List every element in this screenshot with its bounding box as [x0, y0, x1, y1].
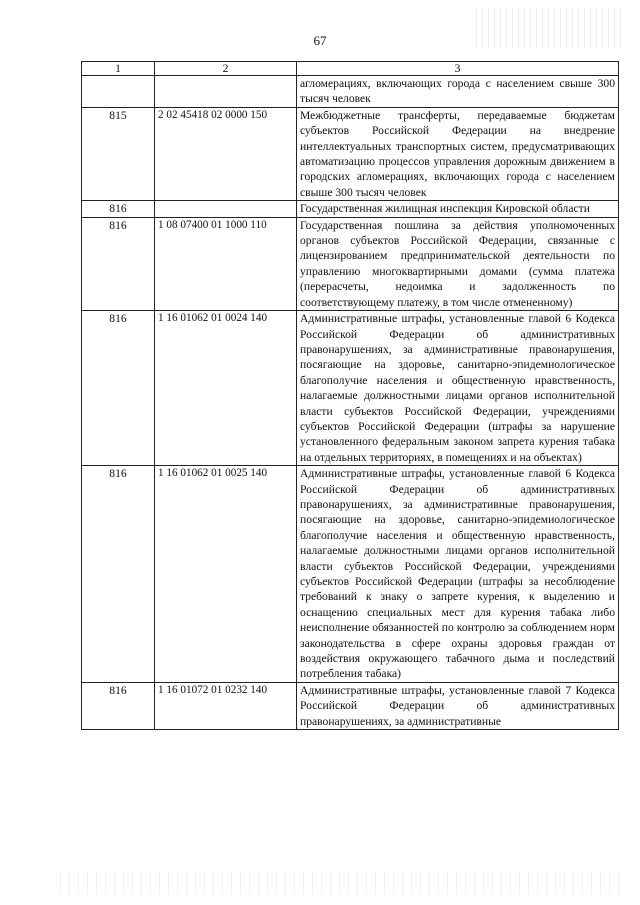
kbk-code-cell: [155, 201, 297, 217]
admin-code-cell: 816: [82, 682, 155, 729]
description-cell: агломерациях, включающих города с населением свыше 300 тысяч человек: [297, 76, 619, 108]
table-row: [82, 217, 619, 310]
description-cell: Административные штрафы, установленные главой 6 Кодекса Российской Федерации об административных правонарушениях, за административные правонарушения, посягающие на здоровье, санитарно-эпидемиологическое благополучие населения и общественную нравственность, налагаемые должностными лицами органов исполнительной власти субъектов Российской Федерации, учреждениями субъектов Российской Федерации (штрафы за несоблюдение требований к знаку о запрете курения, к выделению и оснащению специальных мест для курения табака либо неисполнение обязанностей по контролю за соблюдением норм законодательства в сфере охраны здоровья граждан от воздействия окружающего табачного дыма и последствий потребления табака): [297, 466, 619, 683]
table-row: [82, 76, 619, 108]
table-row: [82, 201, 619, 217]
kbk-code-cell: [155, 76, 297, 108]
description-cell: Административные штрафы, установленные главой 6 Кодекса Российской Федерации об административных правонарушениях, за административные правонарушения, посягающие на здоровье, санитарно-эпидемиологическое благополучие населения и общественную нравственность, налагаемые должностными лицами органов исполнительной власти субъектов Российской Федерации, учреждениями субъектов Российской Федерации (штрафы за нарушение установленного федеральным законом запрета курения табака на отдельных территориях, в помещениях и на объектах): [297, 311, 619, 466]
column-header-1: 1: [82, 62, 155, 76]
table-row: [82, 466, 619, 683]
table-row: [82, 107, 619, 200]
kbk-code-cell: 2 02 45418 02 0000 150: [155, 107, 297, 200]
kbk-code-cell: 1 08 07400 01 1000 110: [155, 217, 297, 310]
admin-code-cell: 816: [82, 311, 155, 466]
kbk-code-cell: 1 16 01062 01 0024 140: [155, 311, 297, 466]
scan-noise: [60, 872, 620, 894]
column-header-3: 3: [297, 62, 619, 76]
admin-code-cell: 816: [82, 466, 155, 683]
admin-code-cell: 815: [82, 107, 155, 200]
kbk-code-cell: 1 16 01072 01 0232 140: [155, 682, 297, 729]
description-cell: Административные штрафы, установленные главой 7 Кодекса Российской Федерации об административных правонарушениях, за административные: [297, 682, 619, 729]
description-cell: Государственная жилищная инспекция Кировской области: [297, 201, 619, 217]
column-header-2: 2: [155, 62, 297, 76]
description-cell: Межбюджетные трансферты, передаваемые бюджетам субъектов Российской Федерации на внедрение интеллектуальных транспортных систем, предусматривающих автоматизацию процессов управления дорожным движением в городских агломерациях, включающих города с населением свыше 300 тысяч человек: [297, 107, 619, 200]
admin-code-cell: 816: [82, 201, 155, 217]
budget-codes-table: [81, 61, 619, 730]
kbk-code-cell: 1 16 01062 01 0025 140: [155, 466, 297, 683]
table-row: [82, 311, 619, 466]
admin-code-cell: 816: [82, 217, 155, 310]
table-row: [82, 682, 619, 729]
admin-code-cell: [82, 76, 155, 108]
description-cell: Государственная пошлина за действия уполномоченных органов субъектов Российской Федерации, связанные с лицензированием предпринимательской деятельности по управлению многоквартирными домами (сумма платежа (перерасчеты, недоимка и задолженность по соответствующему платежу, в том числе отмененному): [297, 217, 619, 310]
table-header-row: [82, 62, 619, 76]
page-number: 67: [313, 33, 327, 48]
